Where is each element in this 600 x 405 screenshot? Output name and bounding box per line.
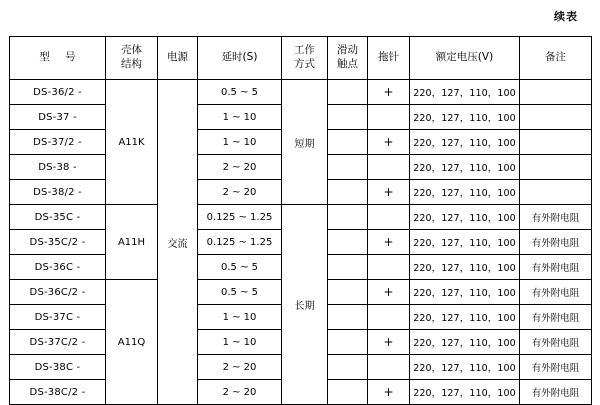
cell-remark <box>520 80 592 105</box>
cell-slide-contact <box>328 230 368 255</box>
cell-model: DS-37C/2 - <box>10 330 106 355</box>
cell-delay-range: 2 ~ 20 <box>198 380 282 405</box>
cell-work-mode: 短期 <box>282 80 328 205</box>
cell-rated-voltage: 220，127，110，100 <box>410 380 520 405</box>
cell-drag-pointer <box>368 355 410 380</box>
cell-model: DS-36C - <box>10 255 106 280</box>
cell-rated-voltage: 220，127，110，100 <box>410 205 520 230</box>
cell-model: DS-35C/2 - <box>10 230 106 255</box>
cell-delay-range: 0.5 ~ 5 <box>198 255 282 280</box>
table-row <box>10 205 592 230</box>
cell-drag-pointer: + <box>368 180 410 205</box>
cell-remark <box>520 105 592 130</box>
cell-rated-voltage: 220，127，110，100 <box>410 155 520 180</box>
header-shell-line1: 壳体 <box>121 44 142 57</box>
header-mode <box>282 37 328 80</box>
cell-model: DS-36/2 - <box>10 80 106 105</box>
header-power: 电源 <box>158 37 198 80</box>
cell-slide-contact <box>328 155 368 180</box>
cell-rated-voltage: 220，127，110，100 <box>410 80 520 105</box>
header-delay: 延时(S) <box>198 37 282 80</box>
cell-remark: 有外附电阻 <box>520 380 592 405</box>
cell-rated-voltage: 220，127，110，100 <box>410 255 520 280</box>
cell-rated-voltage: 220，127，110，100 <box>410 105 520 130</box>
cell-slide-contact <box>328 180 368 205</box>
cell-work-mode: 长期 <box>282 205 328 405</box>
relay-spec-table <box>9 36 592 405</box>
cell-model: DS-35C - <box>10 205 106 230</box>
cell-drag-pointer: + <box>368 230 410 255</box>
cell-slide-contact <box>328 205 368 230</box>
cell-delay-range: 1 ~ 10 <box>198 130 282 155</box>
cell-remark <box>520 180 592 205</box>
cell-slide-contact <box>328 80 368 105</box>
cell-slide-contact <box>328 380 368 405</box>
cell-drag-pointer <box>368 155 410 180</box>
cell-slide-contact <box>328 355 368 380</box>
header-slide-contact <box>328 37 368 80</box>
cell-drag-pointer <box>368 105 410 130</box>
header-rated-voltage: 额定电压(V) <box>410 37 520 80</box>
header-model-text: 型 号 <box>39 51 82 64</box>
cell-delay-range: 2 ~ 20 <box>198 355 282 380</box>
header-shell <box>106 37 158 80</box>
cell-remark: 有外附电阻 <box>520 205 592 230</box>
cell-remark: 有外附电阻 <box>520 255 592 280</box>
header-drag-pointer: 拖针 <box>368 37 410 80</box>
cell-rated-voltage: 220，127，110，100 <box>410 305 520 330</box>
cell-delay-range: 0.125 ~ 1.25 <box>198 230 282 255</box>
table-row <box>10 80 592 105</box>
cell-drag-pointer: + <box>368 130 410 155</box>
header-mode-line2: 方式 <box>294 58 315 70</box>
cell-drag-pointer: + <box>368 80 410 105</box>
cell-shell-structure: A11Q <box>106 280 158 405</box>
cell-rated-voltage: 220，127，110，100 <box>410 355 520 380</box>
cell-slide-contact <box>328 330 368 355</box>
cell-drag-pointer: + <box>368 380 410 405</box>
cell-drag-pointer: + <box>368 330 410 355</box>
cell-slide-contact <box>328 255 368 280</box>
header-mode-line1: 工作 <box>294 44 315 57</box>
cell-shell-structure: A11K <box>106 80 158 205</box>
header-shell-line2: 结构 <box>121 58 142 70</box>
header-model <box>10 37 106 80</box>
header-slide-line2: 触点 <box>337 58 358 70</box>
cell-delay-range: 1 ~ 10 <box>198 105 282 130</box>
cell-rated-voltage: 220，127，110，100 <box>410 180 520 205</box>
cell-remark: 有外附电阻 <box>520 230 592 255</box>
cell-slide-contact <box>328 105 368 130</box>
cell-power-supply: 交流 <box>158 80 198 405</box>
cell-remark: 有外附电阻 <box>520 330 592 355</box>
cell-model: DS-36C/2 - <box>10 280 106 305</box>
spec-table-container <box>9 36 591 405</box>
cell-delay-range: 2 ~ 20 <box>198 155 282 180</box>
cell-model: DS-38C/2 - <box>10 380 106 405</box>
continued-table-label: 续表 <box>554 10 578 23</box>
cell-remark: 有外附电阻 <box>520 280 592 305</box>
table-header-row <box>10 37 592 80</box>
cell-remark: 有外附电阻 <box>520 305 592 330</box>
cell-delay-range: 2 ~ 20 <box>198 180 282 205</box>
cell-drag-pointer <box>368 305 410 330</box>
header-remark: 备注 <box>520 37 592 80</box>
cell-slide-contact <box>328 280 368 305</box>
header-slide-line1: 滑动 <box>337 44 358 57</box>
cell-rated-voltage: 220，127，110，100 <box>410 130 520 155</box>
table-body <box>10 80 592 405</box>
cell-drag-pointer <box>368 255 410 280</box>
cell-shell-structure: A11H <box>106 205 158 280</box>
cell-delay-range: 1 ~ 10 <box>198 305 282 330</box>
cell-delay-range: 1 ~ 10 <box>198 330 282 355</box>
cell-rated-voltage: 220，127，110，100 <box>410 230 520 255</box>
cell-model: DS-38/2 - <box>10 180 106 205</box>
cell-model: DS-38 - <box>10 155 106 180</box>
cell-rated-voltage: 220，127，110，100 <box>410 280 520 305</box>
cell-delay-range: 0.5 ~ 5 <box>198 280 282 305</box>
cell-drag-pointer <box>368 205 410 230</box>
cell-model: DS-37 - <box>10 105 106 130</box>
cell-model: DS-37C - <box>10 305 106 330</box>
cell-remark: 有外附电阻 <box>520 355 592 380</box>
cell-remark <box>520 155 592 180</box>
cell-remark <box>520 130 592 155</box>
cell-delay-range: 0.125 ~ 1.25 <box>198 205 282 230</box>
cell-slide-contact <box>328 305 368 330</box>
cell-model: DS-38C - <box>10 355 106 380</box>
cell-model: DS-37/2 - <box>10 130 106 155</box>
cell-rated-voltage: 220，127，110，100 <box>410 330 520 355</box>
cell-slide-contact <box>328 130 368 155</box>
cell-drag-pointer: + <box>368 280 410 305</box>
cell-delay-range: 0.5 ~ 5 <box>198 80 282 105</box>
